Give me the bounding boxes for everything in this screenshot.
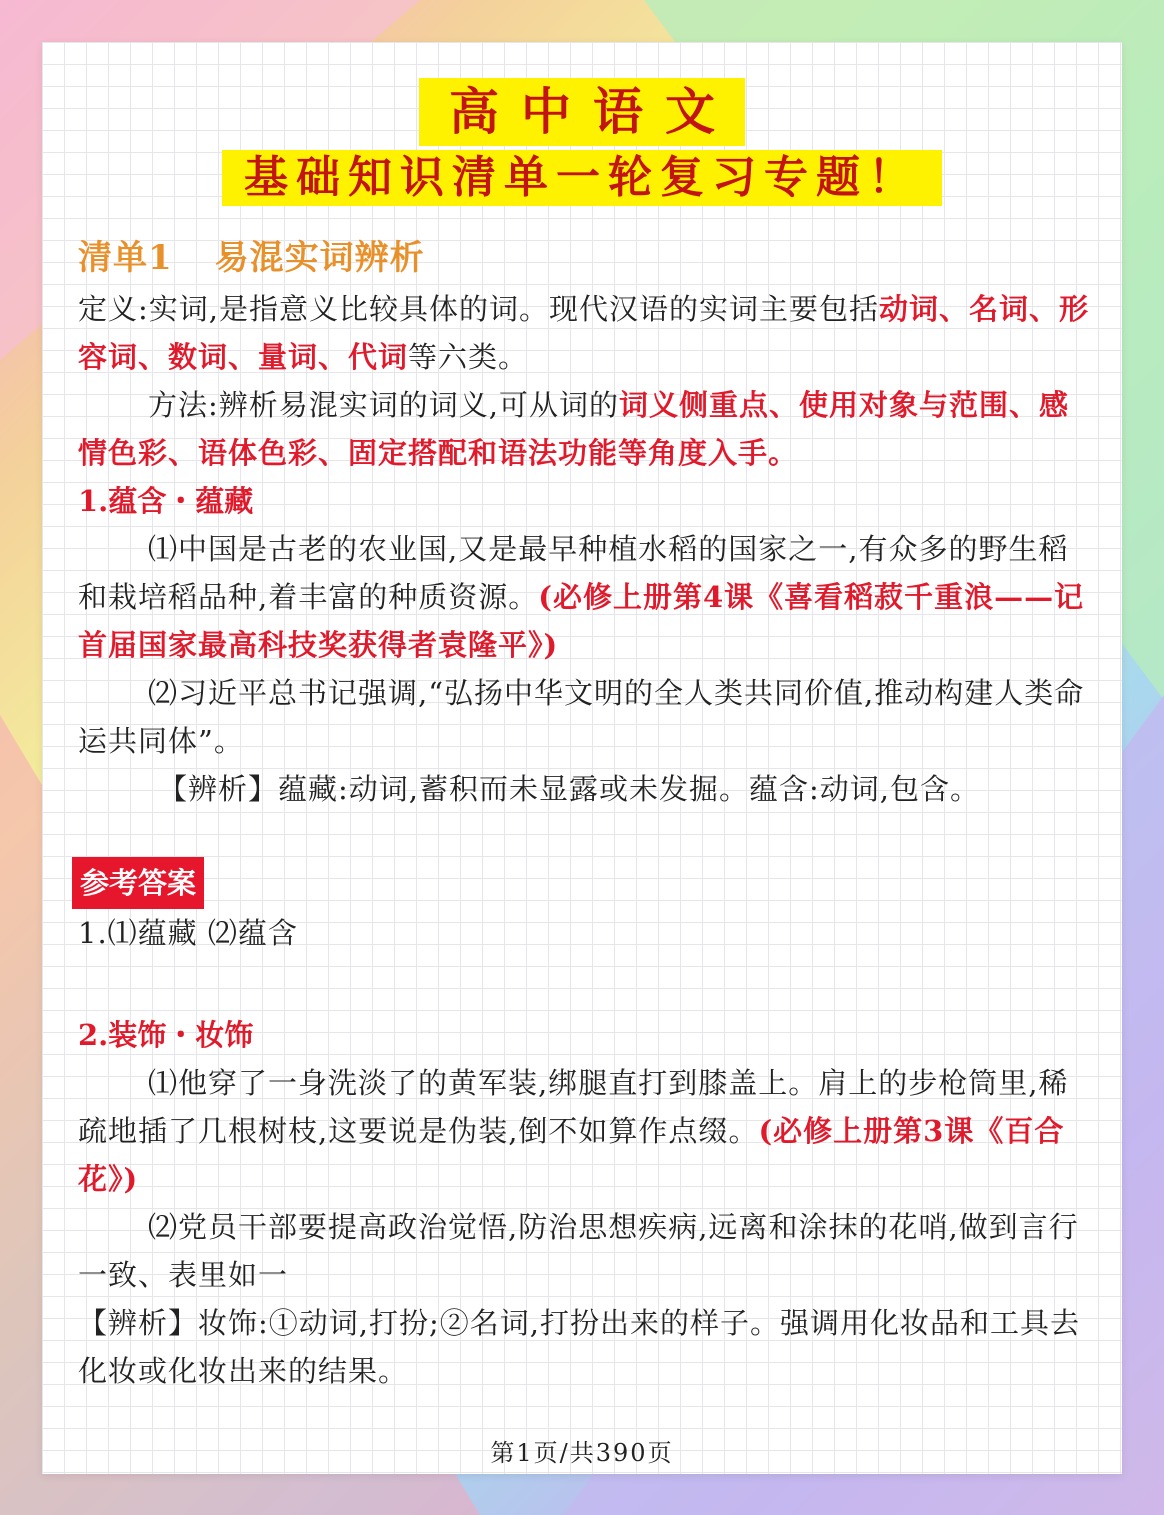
item-1-analysis: 【辨析】蕴藏:动词,蓄积而未显露或未发掘。蕴含:动词,包含。: [158, 772, 980, 806]
title-line-2: 基础知识清单一轮复习专题！: [42, 150, 1122, 206]
item-2-sentence-1: ⑴他穿了一身洗淡了的黄军装,绑腿直打到膝盖上。肩上的步枪筒里,稀疏地插了几根树枝,这要说是伪装,倒不如算作点缀。(必修上册第3课《百合花》): [78, 1066, 1069, 1196]
item-1-source: (必修上册第4课《喜看稻菽千重浪——记首届国家最高科技奖获得者袁隆平》): [78, 580, 1085, 662]
section-name: 易混实词辨析: [214, 238, 425, 278]
document-page: [42, 42, 1122, 1474]
item-1-sentence-2: ⑵习近平总书记强调,“弘扬中华文明的全人类共同价值,推动构建人类命运共同体”。: [78, 676, 1085, 758]
item-2-heading: 2.装饰・妆饰: [78, 1018, 254, 1052]
title-line-1: 高中语文: [42, 78, 1122, 146]
method-highlight: 词义侧重点、使用对象与范围、感情色彩、语体色彩、固定搭配和语法功能等角度入手。: [78, 388, 1070, 470]
section-number: 清单1: [78, 238, 173, 278]
item-2-sentence-2: ⑵党员干部要提高政治觉悟,防治思想疾病,远离和涂抹的花哨,做到言行一致、表里如一: [78, 1210, 1079, 1292]
definition-highlight: 动词、名词、形容词、数词、量词、代词: [78, 292, 1090, 374]
content: [78, 222, 1098, 1395]
item-2-analysis: 【辨析】妆饰:①动词,打扮;②名词,打扮出来的样子。强调用化妆品和工具去化妆或化妆出来的结果。: [78, 1306, 1080, 1388]
item-1-sentence-1: ⑴中国是古老的农业国,又是最早种植水稻的国家之一,有众多的野生稻和栽培稻品种,着丰富的种质资源。(必修上册第4课《喜看稻菽千重浪——记首届国家最高科技奖获得者袁隆平》): [78, 532, 1085, 662]
item-2-source: (必修上册第3课《百合花》): [78, 1114, 1065, 1196]
item-1-heading: 1.蕴含・蕴藏: [78, 484, 254, 518]
definition-paragraph: 定义:实词,是指意义比较具体的词。现代汉语的实词主要包括动词、名词、形容词、数词、量词、代词等六类。: [78, 292, 1090, 374]
answer-badge: 参考答案: [72, 857, 204, 909]
page-footer: 第1页/共390页: [490, 1439, 674, 1467]
answer-badge-wrap: [78, 857, 1098, 909]
answer-text: 1.⑴蕴藏 ⑵蕴含: [78, 916, 298, 950]
method-paragraph: 方法:辨析易混实词的词义,可从词的词义侧重点、使用对象与范围、感情色彩、语体色彩、固定搭配和语法功能等角度入手。: [78, 388, 1070, 470]
section-title: [78, 230, 1098, 279]
